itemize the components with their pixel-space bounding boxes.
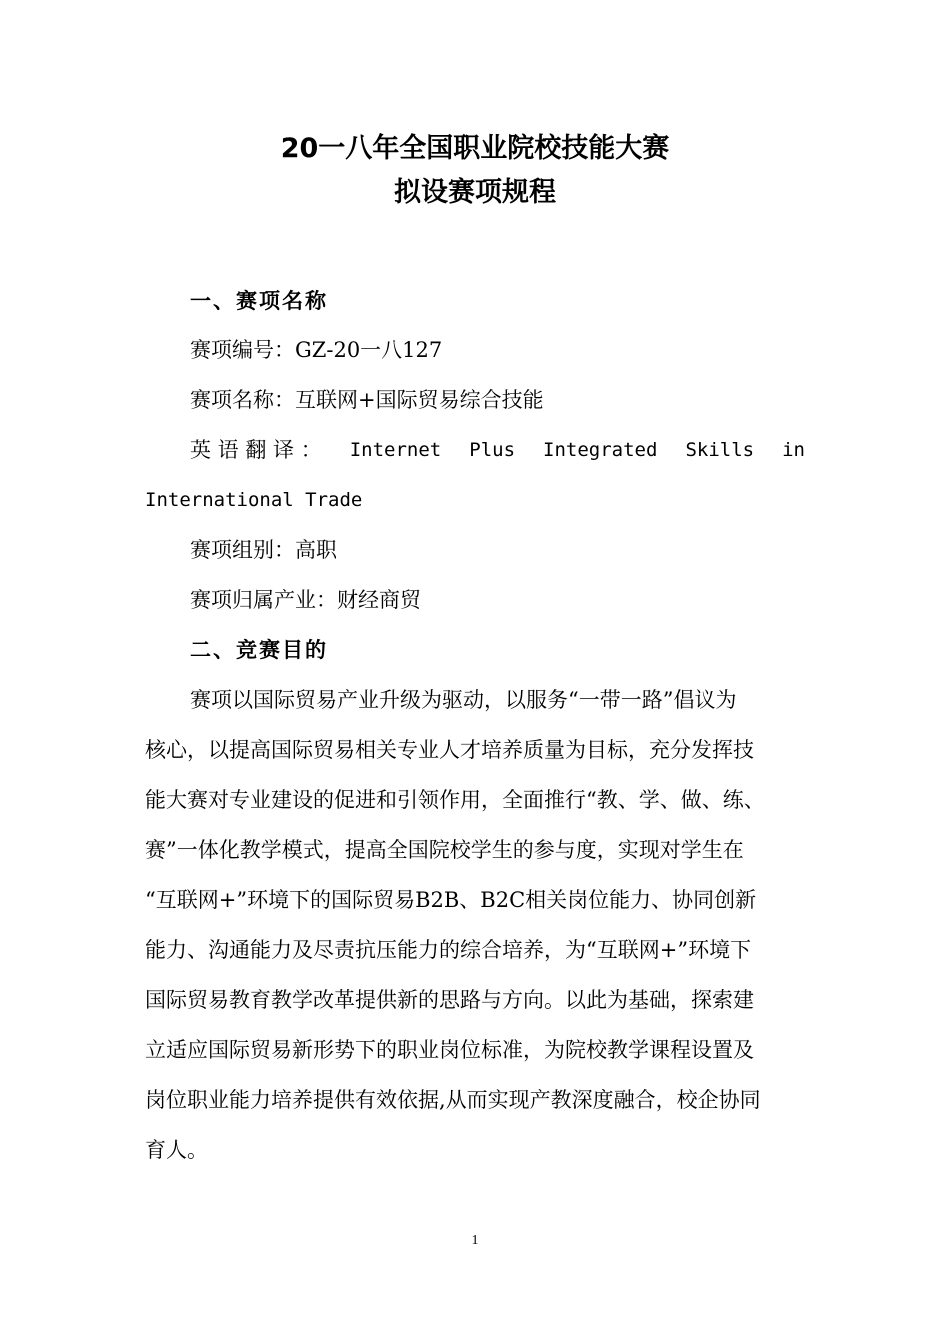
translation-word: Plus (469, 439, 516, 461)
paragraph-line: 能大赛对专业建设的促进和引领作用，全面推行“教、学、做、练、 (145, 788, 765, 812)
paragraph-line: 岗位职业能力培养提供有效依据,从而实现产教深度融合，校企协同 (145, 1088, 761, 1112)
document-title-line1: 20一八年全国职业院校技能大赛 (280, 133, 670, 164)
translation-label: 英 语 翻 译 ： (190, 438, 322, 462)
section2-heading: 二、竞赛目的 (190, 638, 328, 662)
page-number: 1 (471, 1233, 479, 1248)
event-code-line: 赛项编号：GZ-20一八127 (190, 338, 443, 362)
paragraph-line: 核心，以提高国际贸易相关专业人才培养质量为目标，充分发挥技 (145, 738, 754, 762)
paragraph-line: 赛”一体化教学模式，提高全国院校学生的参与度，实现对学生在 (145, 838, 744, 862)
translation-word: Integrated (543, 439, 658, 461)
translation-word: Internet (349, 439, 442, 461)
document-title-line2: 拟设赛项规程 (394, 177, 556, 208)
event-group-line: 赛项组别：高职 (190, 538, 337, 562)
event-name-line: 赛项名称：互联网+国际贸易综合技能 (190, 388, 544, 412)
translation-word: in (782, 439, 805, 461)
translation-continuation: International Trade (145, 489, 363, 511)
section1-heading: 一、赛项名称 (190, 289, 328, 313)
paragraph-line: 立适应国际贸易新形势下的职业岗位标准，为院校教学课程设置及 (145, 1038, 754, 1062)
paragraph-line: “互联网+”环境下的国际贸易B2B、B2C相关岗位能力、协同创新 (145, 888, 757, 912)
paragraph-line: 能力、沟通能力及尽责抗压能力的综合培养，为“互联网+”环境下 (145, 938, 752, 962)
event-industry-line: 赛项归属产业：财经商贸 (190, 588, 421, 612)
translation-word: Skills (685, 439, 755, 461)
translation-row (190, 436, 805, 464)
paragraph-line: 国际贸易教育教学改革提供新的思路与方向。以此为基础，探索建 (145, 988, 754, 1012)
paragraph-line: 育人。 (145, 1138, 208, 1162)
paragraph-line: 赛项以国际贸易产业升级为驱动，以服务“一带一路”倡议为 (190, 688, 737, 712)
